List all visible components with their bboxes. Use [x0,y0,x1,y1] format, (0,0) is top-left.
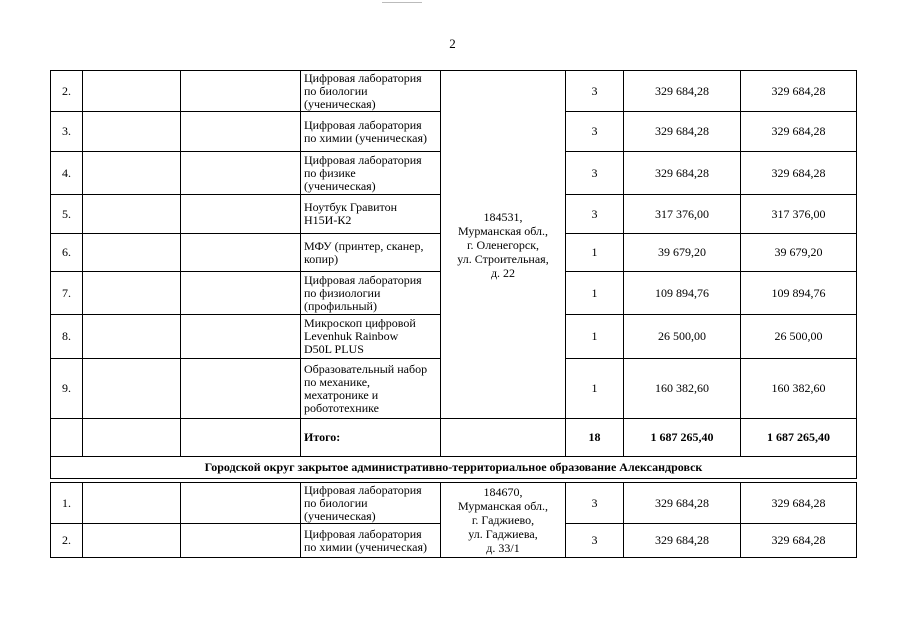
text-line: Мурманская обл., [457,223,549,238]
text-line: робототехнике [304,400,379,415]
quantity-cell: 3 [566,524,624,558]
empty-cell [181,524,301,558]
empty-cell [441,419,566,457]
empty-cell [181,152,301,195]
text-line: Цифровая лаборатория [304,482,422,497]
subtotal-label: Итого: [301,419,441,457]
quantity-cell: 3 [566,112,624,152]
text-line: по химии (ученическая) [304,539,427,554]
item-name-cell [301,112,441,152]
row-number-cell: 8. [51,315,83,359]
text-line: г. Гаджиево, [471,513,535,527]
subtotal-unit-price: 1 687 265,40 [624,419,741,457]
text-line: по биологии [304,83,368,98]
item-name-cell [301,524,441,558]
text-line: ул. Строительная, [457,251,549,266]
text-line: Цифровая лаборатория [304,117,422,132]
total-price-cell: 39 679,20 [741,234,857,272]
text-line: по механике, [304,374,371,389]
page-number: 2 [449,36,456,51]
quantity-cell: 3 [566,71,624,112]
empty-cell [181,359,301,419]
empty-cell [181,234,301,272]
row-number-cell: 3. [51,112,83,152]
top-edge-mark [382,0,422,3]
row-number-cell: 6. [51,234,83,272]
total-price-cell: 329 684,28 [741,71,857,112]
text-line: Образовательный набор [304,361,428,376]
table-row [51,483,857,524]
text-line: по химии (ученическая) [304,130,427,145]
empty-cell [83,483,181,524]
empty-cell [181,272,301,315]
text-line: Н15И-К2 [304,213,352,227]
text-line: (ученическая) [304,508,376,523]
total-price-cell: 329 684,28 [741,524,857,558]
quantity-cell: 1 [566,315,624,359]
empty-cell [83,234,181,272]
unit-price-cell: 329 684,28 [624,524,741,558]
item-name-cell [301,483,441,524]
row-number-cell: 7. [51,272,83,315]
empty-cell [181,112,301,152]
text-line: Микроскоп цифровой [304,316,416,330]
quantity-cell: 1 [566,359,624,419]
empty-cell [83,524,181,558]
text-line: (профильный) [304,298,377,313]
text-line: Цифровая лаборатория [304,272,422,287]
empty-cell [83,195,181,234]
text-line: д. 22 [490,265,516,280]
unit-price-cell: 329 684,28 [624,112,741,152]
quantity-cell: 3 [566,152,624,195]
row-number-cell: 2. [51,524,83,558]
unit-price-cell: 109 894,76 [624,272,741,315]
text-line: г. Оленегорск, [466,237,540,252]
empty-cell [83,112,181,152]
text-line: Мурманская обл., [457,499,549,513]
total-price-cell: 26 500,00 [741,315,857,359]
subtotal-row [51,419,857,457]
empty-cell [181,419,301,457]
text-line: по биологии [304,495,368,510]
text-line: МФУ (принтер, сканер, [304,238,424,253]
text-line: D50L PLUS [304,342,364,356]
subtotal-total: 1 687 265,40 [741,419,857,457]
row-number-cell: 2. [51,71,83,112]
empty-cell [181,315,301,359]
item-name-cell [301,195,441,234]
empty-cell [83,71,181,112]
section-title-row [51,457,857,479]
text-line: по физике [304,165,356,180]
text-line: по физиологии [304,285,381,300]
total-price-cell: 329 684,28 [741,112,857,152]
row-number-cell: 9. [51,359,83,419]
total-price-cell: 329 684,28 [741,483,857,524]
empty-cell [83,152,181,195]
address-cell [441,71,566,419]
total-price-cell: 109 894,76 [741,272,857,315]
unit-price-cell: 160 382,60 [624,359,741,419]
text-line: (ученическая) [304,96,376,111]
item-name-cell [301,152,441,195]
item-name-cell [301,315,441,359]
item-name-cell [301,234,441,272]
item-name-cell [301,71,441,112]
row-number-cell: 4. [51,152,83,195]
empty-cell [181,71,301,112]
text-line: д. 33/1 [486,541,520,555]
unit-price-cell: 26 500,00 [624,315,741,359]
text-line: 184531, [483,209,523,224]
unit-price-cell: 329 684,28 [624,483,741,524]
empty-cell [83,359,181,419]
address-cell [441,483,566,558]
empty-cell [51,419,83,457]
row-number-cell: 5. [51,195,83,234]
empty-cell [83,272,181,315]
total-price-cell: 317 376,00 [741,195,857,234]
quantity-cell: 1 [566,272,624,315]
item-name-cell [301,359,441,419]
text-line: 184670, [483,485,523,499]
item-name-cell [301,272,441,315]
text-line: Ноутбук Гравитон [304,200,398,214]
total-price-cell: 329 684,28 [741,152,857,195]
unit-price-cell: 329 684,28 [624,71,741,112]
text-line: копир) [304,251,339,266]
text-line: (ученическая) [304,178,376,193]
text-line: Levenhuk Rainbow [304,329,399,343]
unit-price-cell: 329 684,28 [624,152,741,195]
unit-price-cell: 317 376,00 [624,195,741,234]
section-title: Городской округ закрытое административно-территориальное образование Александровск [51,457,857,479]
total-price-cell: 160 382,60 [741,359,857,419]
row-number-cell: 1. [51,483,83,524]
equipment-table [50,70,857,558]
subtotal-quantity: 18 [566,419,624,457]
empty-cell [181,483,301,524]
table-row [51,71,857,112]
text-line: Цифровая лаборатория [304,526,422,541]
text-line: ул. Гаджиева, [468,527,538,541]
text-line: Цифровая лаборатория [304,152,422,167]
text-line: Цифровая лаборатория [304,70,422,85]
equipment-table-body [51,71,857,558]
text-line: мехатронике и [304,387,379,402]
quantity-cell: 3 [566,483,624,524]
empty-cell [83,315,181,359]
quantity-cell: 1 [566,234,624,272]
empty-cell [83,419,181,457]
unit-price-cell: 39 679,20 [624,234,741,272]
quantity-cell: 3 [566,195,624,234]
empty-cell [181,195,301,234]
